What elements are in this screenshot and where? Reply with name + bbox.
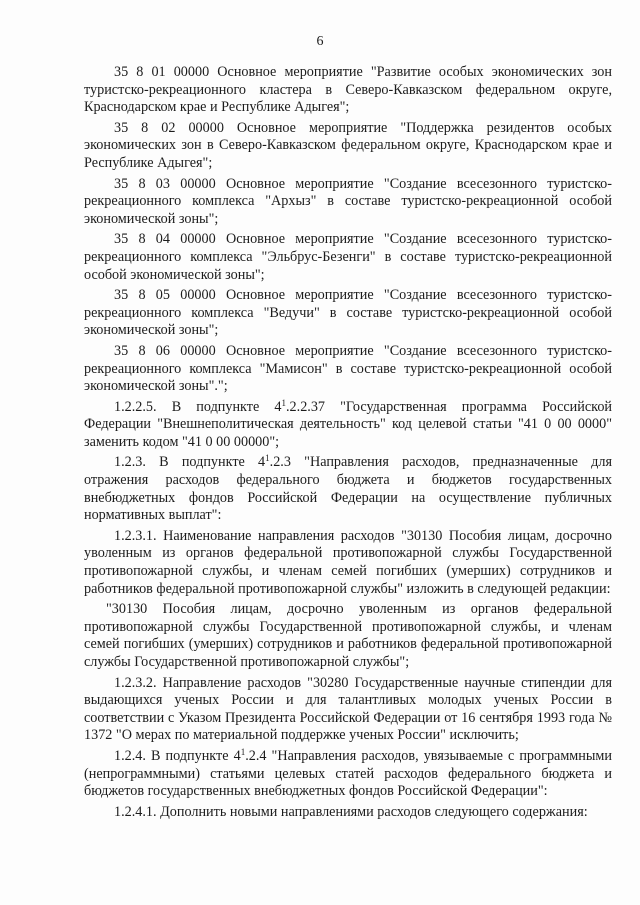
paragraph-35-8-02: 35 8 02 00000 Основное мероприятие "Поддержка резидентов особых экономических зон в Северо-Кавказском федеральном округе, Краснодарском крае и Республике Адыгея"; <box>84 119 612 171</box>
paragraph-1-2-4-lead: 1.2.4. В подпункте 4 <box>114 747 241 764</box>
paragraph-1-2-4-1: 1.2.4.1. Дополнить новыми направлениями расходов следующего содержания: <box>114 803 588 820</box>
paragraph-35-8-03: 35 8 03 00000 Основное мероприятие "Создание всесезонного туристско-рекреационного комплекса "Архыз" в составе туристско-рекреационной особой экономической зоны"; <box>84 175 612 227</box>
paragraph-35-8-01: 35 8 01 00000 Основное мероприятие "Развитие особых экономических зон туристско-рекреационного кластера в Северо-Кавказском федеральном округе, Краснодарском крае и Республике Адыгея"; <box>84 64 612 116</box>
paragraph-1-2-4-rest: .2.4 "Направления расходов, увязываемые с программными (непрограммными) статьями целевых статей расходов федерального бюджета и бюджетов государственных внебюджетных фондов Российской Федерации": <box>84 747 612 800</box>
paragraph-30130-new-wording: "30130 Пособия лицам, досрочно уволенным из органов федеральной противопожарной службы Государственной противопожарной службы, и членам семей погибших (умерших) сотрудников и работников федеральной противопожарной службы Государственной противопожарной службы"; <box>84 601 612 670</box>
paragraph-1-2-4 <box>84 748 612 801</box>
superscript-index: 1 <box>281 397 286 408</box>
paragraph-1-2-3-2: 1.2.3.2. Направление расходов "30280 Государственные научные стипендии для выдающихся ученых России и для талантливых молодых ученых России в соответствии с Указом Президента Российской Федерации от 16 сентября 1993 года № 1372 "О мерах по материальной поддержке ученых России" исключить; <box>84 674 612 744</box>
paragraph-1-2-2-5-lead: 1.2.2.5. В подпункте 4 <box>114 398 282 415</box>
paragraph-1-2-3-rest: .2.3 "Направления расходов, предназначенные для отражения расходов федерального бюджета и бюджетов государственных внебюджетных фондов Российской Федерации на осуществление публичных нормативных выплат": <box>84 454 612 524</box>
paragraph-1-2-2-5 <box>84 399 612 452</box>
paragraph-1-2-3-1: 1.2.3.1. Наименование направления расходов "30130 Пособия лицам, досрочно уволенным из органов федеральной противопожарной службы Государственной противопожарной службы, и членам семей погибших (умерших) сотрудников и работников федеральной противопожарной службы" изложить в следующей редакции: <box>84 527 612 597</box>
superscript-index: 1 <box>265 453 270 464</box>
superscript-index: 1 <box>240 746 246 757</box>
paragraph-35-8-05: 35 8 05 00000 Основное мероприятие "Создание всесезонного туристско-рекреационного комплекса "Ведучи" в составе туристско-рекреационной особой экономической зоны"; <box>84 287 612 339</box>
paragraph-1-2-2-5-rest: .2.2.37 "Государственная программа Российской Федерации "Внешнеполитическая деятельность" код целевой статьи "41 0 00 0000" заменить кодом "41 0 00 00000"; <box>84 398 612 450</box>
paragraph-1-2-3-lead: 1.2.3. В подпункте 4 <box>114 454 266 471</box>
paragraph-35-8-06: 35 8 06 00000 Основное мероприятие "Создание всесезонного туристско-рекреационного комплекса "Мамисон" в составе туристско-рекреационной особой экономической зоны"."; <box>84 342 612 395</box>
document-body <box>84 64 612 824</box>
paragraph-35-8-04: 35 8 04 00000 Основное мероприятие "Создание всесезонного туристско-рекреационного комплекса "Эльбрус-Безенги" в составе туристско-рекреационной особой экономической зоны"; <box>84 231 612 283</box>
page-number: 6 <box>316 34 324 49</box>
paragraph-1-2-3 <box>84 454 612 524</box>
